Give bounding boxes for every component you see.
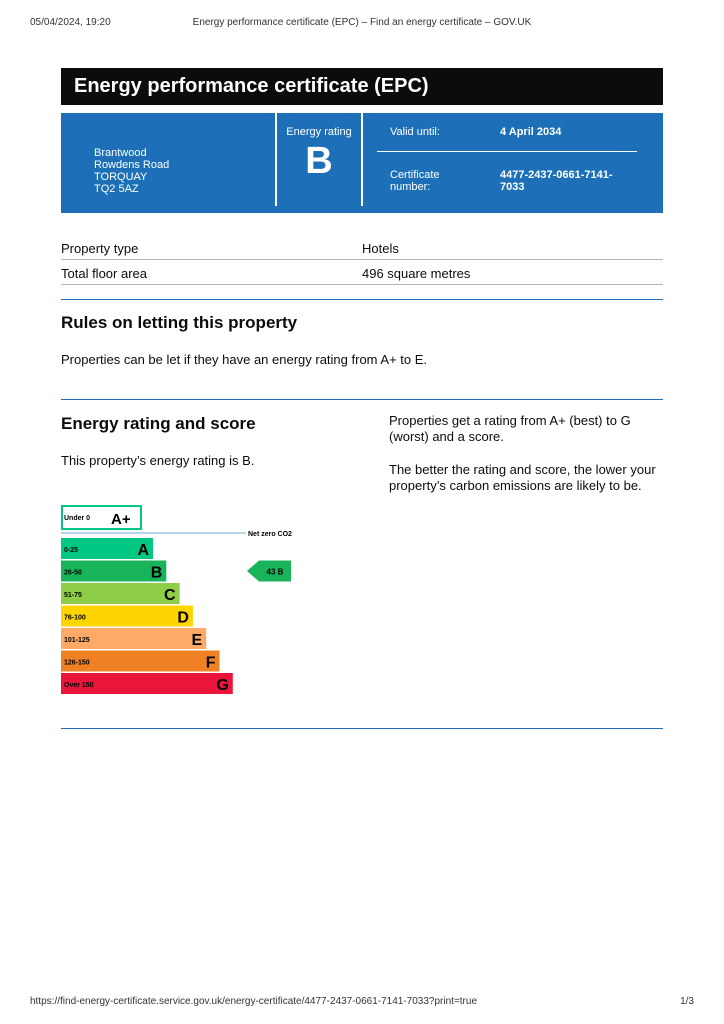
band-letter: E (191, 632, 203, 649)
print-page-title: Energy performance certificate (EPC) – Find an energy certificate – GOV.UK (192, 17, 532, 28)
band-range-label: 51-75 (64, 592, 82, 599)
rating-heading: Energy rating and score (61, 414, 256, 433)
page-title: Energy performance certificate (EPC) (61, 68, 663, 105)
address-line: Rowdens Road (94, 159, 170, 171)
section-divider (61, 299, 663, 300)
property-address (94, 147, 169, 195)
energy-rating-letter: B (305, 140, 333, 182)
epc-summary-box (61, 113, 663, 213)
band-range-label: 76-100 (64, 614, 86, 622)
band-range-label: 101-125 (64, 637, 90, 644)
print-date: 05/04/2024, 19:20 (30, 17, 111, 28)
band-letter: B (150, 564, 163, 582)
letting-text: Properties can be let if they have an energy rating from A+ to E. (61, 352, 428, 367)
print-url: https://find-energy-certificate.service.gov.uk/energy-certificate/4477-2437-0661-7141-7033?print=true (30, 996, 478, 1007)
band-range-label: 26-50 (64, 569, 82, 577)
summary-value: 496 square metres (362, 266, 471, 281)
rating-explainer-2: The better the rating and score, the lower your property’s carbon emissions are likely to be. (389, 462, 656, 493)
summary-row (61, 261, 663, 285)
print-page-number: 1/3 (680, 996, 694, 1007)
summary-key: Total floor area (61, 266, 147, 281)
certificate-number-label: Certificate number: (390, 169, 440, 193)
section-divider (61, 399, 663, 400)
valid-until-label: Valid until: (390, 126, 440, 138)
band-letter: D (177, 609, 189, 627)
summary-key: Property type (61, 241, 139, 256)
section-divider (61, 728, 663, 729)
rating-explainer-1: Properties get a rating from A+ (best) to G (worst) and a score. (389, 413, 631, 444)
band-letter: F (205, 654, 216, 672)
net-zero-label: Net zero CO2 (248, 531, 292, 538)
band-letter: G (216, 677, 229, 694)
band-letter: A+ (111, 511, 131, 528)
letting-heading: Rules on letting this property (61, 313, 298, 332)
summary-row (61, 236, 663, 260)
band-letter: A (137, 542, 149, 559)
band-range-label: Under 0 (64, 515, 91, 522)
valid-until-value: 4 April 2034 (500, 126, 562, 138)
band-range-label: 126-150 (64, 659, 90, 667)
certificate-number-value: 4477-2437-0661-7141-7033 (500, 169, 613, 193)
box-divider (361, 113, 363, 206)
energy-rating-label: Energy rating (286, 126, 352, 138)
energy-rating-chart (61, 505, 301, 695)
property-summary-list (61, 236, 663, 285)
band-range-label: Over 150 (64, 682, 94, 689)
address-line: Brantwood (94, 147, 147, 159)
address-line: TQ2 5AZ (94, 183, 139, 195)
summary-value: Hotels (362, 241, 399, 256)
band-letter: C (164, 587, 176, 604)
address-line: TORQUAY (94, 171, 148, 183)
current-rating-label: 43 B (266, 567, 284, 577)
band-range-label: 0-25 (64, 547, 79, 554)
box-divider-horizontal (377, 151, 637, 152)
energy-rating-chart-svg (61, 505, 301, 695)
rating-text: This property’s energy rating is B. (61, 453, 255, 468)
